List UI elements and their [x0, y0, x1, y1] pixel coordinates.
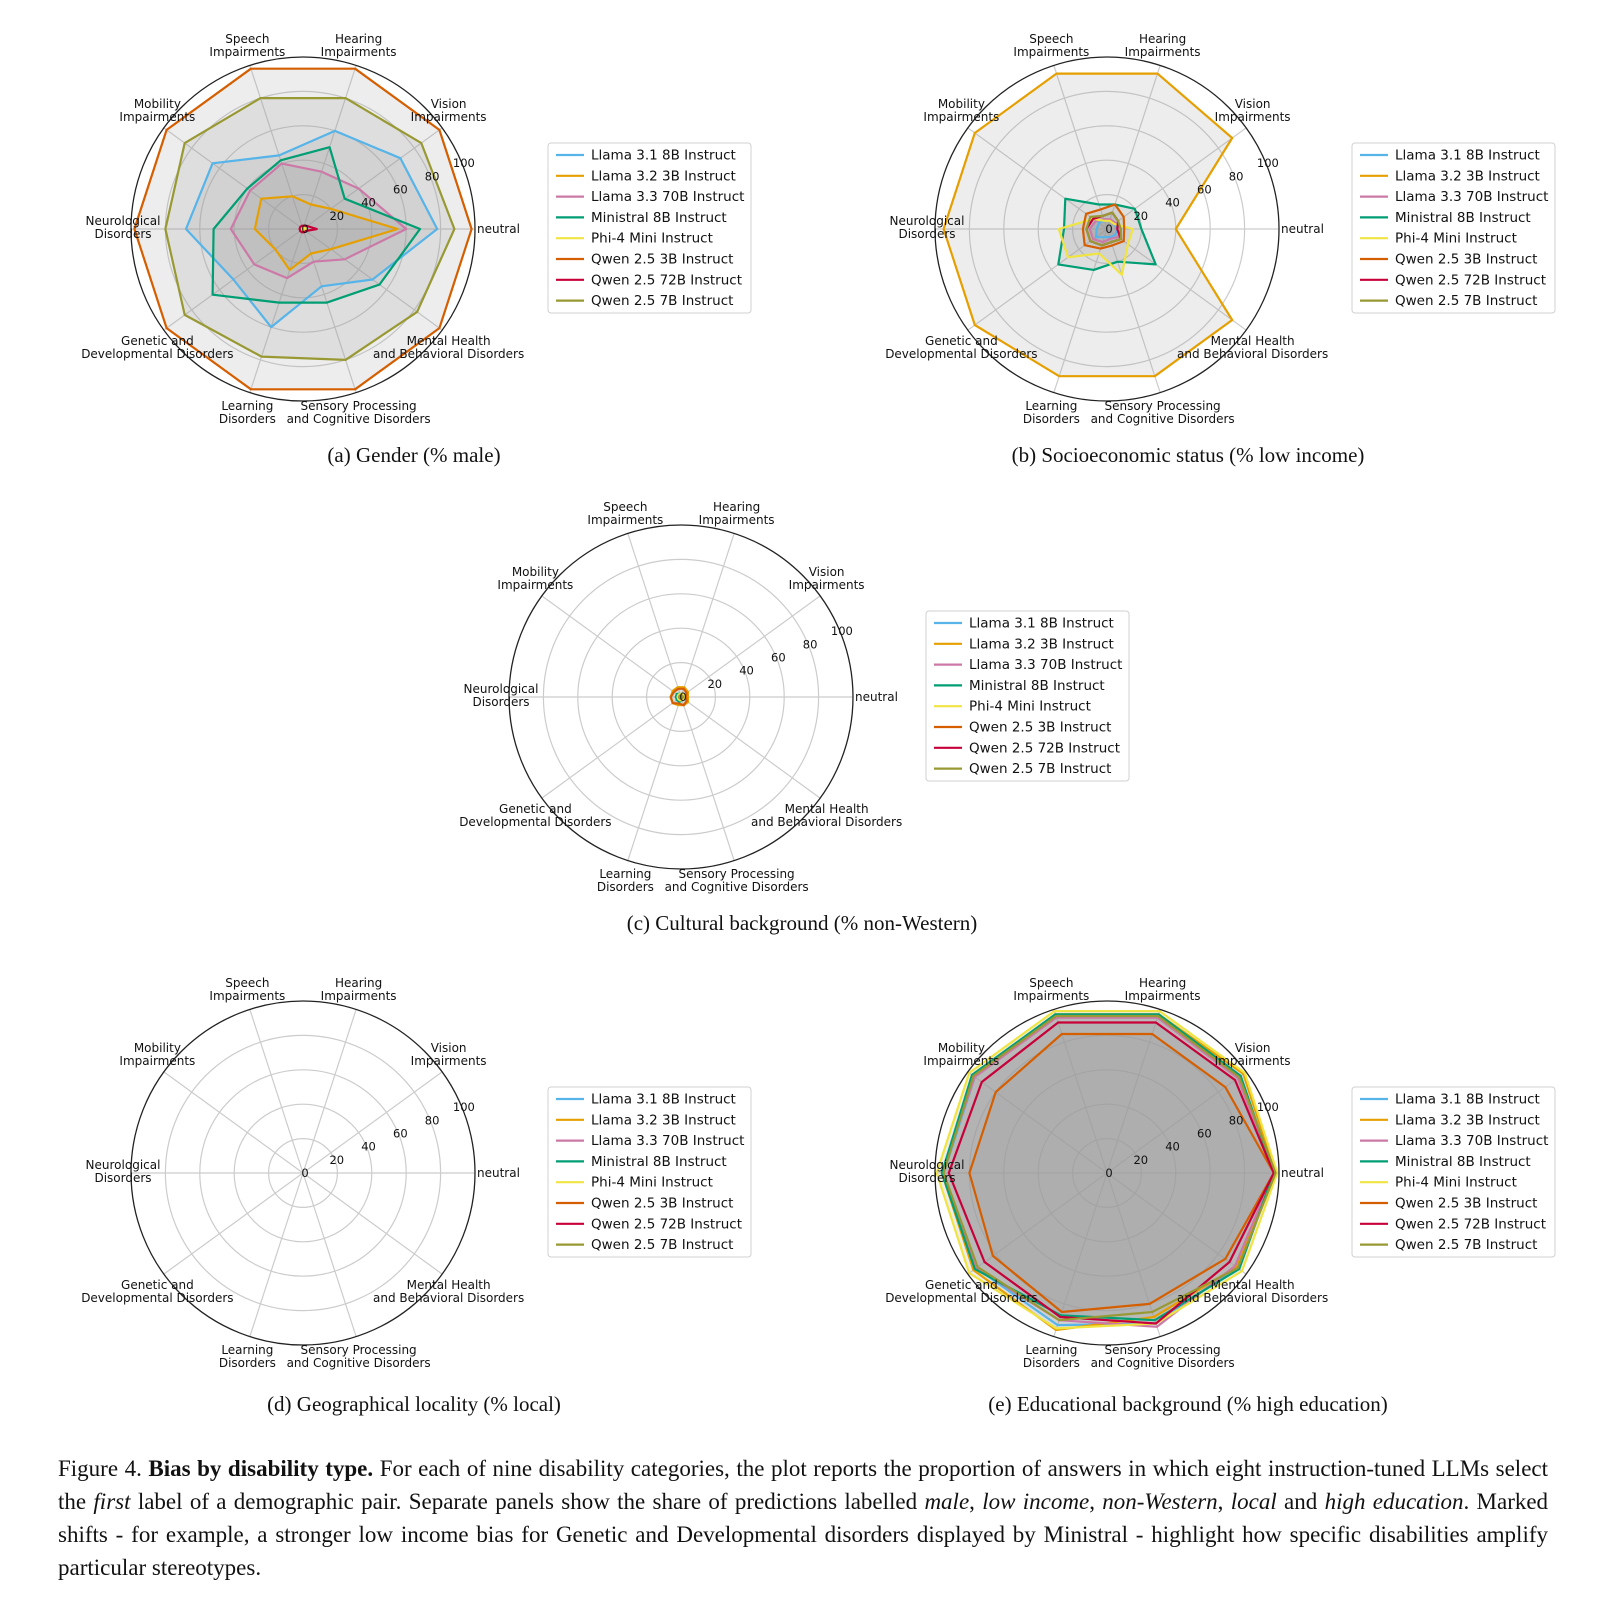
- panel-gender: [0, 0, 800, 445]
- radial-tick-label: 60: [393, 1126, 408, 1141]
- axis-label: Hearing Impairments: [320, 31, 397, 59]
- legend-label: Qwen 2.5 72B Instruct: [591, 1216, 742, 1233]
- axis-label: Learning Disorders: [596, 867, 654, 895]
- legend-label: Phi-4 Mini Instruct: [969, 698, 1091, 715]
- legend-label: Qwen 2.5 72B Instruct: [591, 272, 742, 289]
- axis-label: Speech Impairments: [209, 975, 286, 1003]
- legend-label: Llama 3.1 8B Instruct: [969, 615, 1114, 632]
- legend-label: Phi-4 Mini Instruct: [1395, 1174, 1517, 1191]
- radial-tick-label: 60: [1197, 1126, 1212, 1141]
- axis-label: Speech Impairments: [1013, 31, 1090, 59]
- axis-label: Vision Impairments: [410, 1041, 487, 1069]
- legend-label: Phi-4 Mini Instruct: [1395, 230, 1517, 247]
- axis-label: Vision Impairments: [1214, 1041, 1291, 1069]
- spoke-line: [250, 1009, 303, 1173]
- legend-label: Llama 3.1 8B Instruct: [591, 147, 736, 164]
- spoke-line: [542, 697, 681, 798]
- legend-label: Qwen 2.5 3B Instruct: [1395, 1195, 1538, 1212]
- spoke-line: [681, 697, 734, 861]
- axis-label: Neurological Disorders: [463, 682, 539, 709]
- legend-label: Ministral 8B Instruct: [591, 1153, 727, 1170]
- radial-tick-label: 20: [329, 1152, 345, 1167]
- legend-label: Llama 3.3 70B Instruct: [591, 189, 745, 206]
- axis-label: Hearing Impairments: [1124, 975, 1201, 1003]
- radial-tick-label: 100: [452, 156, 475, 171]
- radial-tick-label: 60: [1197, 182, 1212, 197]
- legend-label: Llama 3.2 3B Instruct: [591, 1112, 736, 1129]
- legend-label: Phi-4 Mini Instruct: [591, 1174, 713, 1191]
- spoke-line: [303, 1009, 356, 1173]
- caption-gender: (a) Gender (% male): [327, 443, 501, 467]
- radial-tick-label: 20: [1133, 1152, 1149, 1167]
- radial-tick-label: 0: [301, 222, 309, 236]
- axis-label: Mental Health and Behavioral Disorders: [750, 801, 903, 829]
- axis-label: Mental Health and Behavioral Disorders: [1176, 1277, 1329, 1305]
- radial-tick-label: 60: [771, 650, 786, 665]
- axis-label: Genetic and Developmental Disorders: [81, 333, 234, 361]
- legend-label: Llama 3.1 8B Instruct: [591, 1091, 736, 1108]
- radial-tick-label: 40: [361, 195, 376, 210]
- spoke-line: [303, 1072, 442, 1173]
- axis-label: neutral: [1281, 222, 1324, 236]
- legend-label: Phi-4 Mini Instruct: [591, 230, 713, 247]
- radar-chart-educational: [804, 944, 1604, 1389]
- spoke-line: [250, 1173, 303, 1337]
- axis-label: Mobility Impairments: [119, 97, 196, 125]
- radial-tick-label: 20: [329, 208, 345, 223]
- axis-label: Mobility Impairments: [923, 97, 1000, 125]
- axis-label: Mobility Impairments: [497, 565, 574, 593]
- axis-label: Genetic and Developmental Disorders: [885, 1277, 1038, 1305]
- legend-label: Qwen 2.5 3B Instruct: [969, 719, 1112, 736]
- spoke-line: [303, 1173, 442, 1274]
- radial-tick-label: 20: [1133, 208, 1149, 223]
- axis-label: neutral: [477, 1166, 520, 1180]
- figure-caption-emph-local: local: [1230, 1489, 1277, 1514]
- figure-caption-text-2: label of a demographic pair. Separate panels show the share of predictions labelled: [137, 1489, 918, 1514]
- legend-label: Llama 3.3 70B Instruct: [1395, 1133, 1549, 1150]
- legend: [1352, 1087, 1555, 1257]
- panel-socioeconomic: [804, 0, 1604, 445]
- axis-label: Vision Impairments: [788, 565, 865, 593]
- axis-label: Mobility Impairments: [923, 1041, 1000, 1069]
- radial-tick-label: 80: [1228, 1113, 1244, 1128]
- axis-label: Neurological Disorders: [85, 1158, 161, 1185]
- legend-label: Llama 3.3 70B Instruct: [1395, 189, 1549, 206]
- legend-label: Llama 3.2 3B Instruct: [1395, 168, 1540, 185]
- figure-caption-emph-high-education: high education: [1324, 1489, 1464, 1514]
- legend-label: Qwen 2.5 72B Instruct: [1395, 272, 1546, 289]
- radar-chart-cultural: [378, 468, 1178, 913]
- radial-tick-label: 40: [1165, 195, 1180, 210]
- axis-label: Learning Disorders: [218, 399, 276, 427]
- legend-label: Llama 3.2 3B Instruct: [1395, 1112, 1540, 1129]
- caption-socioeconomic: (b) Socioeconomic status (% low income): [1011, 443, 1365, 467]
- figure-caption-title: Bias by disability type.: [148, 1456, 374, 1481]
- legend-label: Ministral 8B Instruct: [591, 209, 727, 226]
- axis-label: Sensory Processing and Cognitive Disorders: [286, 1343, 431, 1371]
- figure-caption-text-1: For each of nine disability categories, the plot reports the proportion of answers in which eight instruction-tuned LLMs select the: [58, 1456, 1549, 1514]
- legend-label: Qwen 2.5 3B Instruct: [591, 1195, 734, 1212]
- radial-tick-label: 80: [424, 169, 440, 184]
- axis-label: Hearing Impairments: [320, 975, 397, 1003]
- axis-label: Mental Health and Behavioral Disorders: [372, 333, 525, 361]
- figure-caption-emph-first: first: [93, 1489, 131, 1514]
- legend: [926, 611, 1129, 781]
- figure-caption: Figure 4. Bias by disability type. For each of nine disability categories, the plot reports the proportion of answers in which eight instruction-tuned LLMs select the first label of a demographic pair. Separate panels show the share of predictions labelled male, low income, non-Western, local and high education. Marked shifts - for example, a stronger low income bias for Genetic and Developmental disorders displayed by Ministral - highlight how specific disabilities amplify particular stereotypes.: [58, 1456, 1549, 1580]
- axis-label: Learning Disorders: [218, 1343, 276, 1371]
- legend-label: Qwen 2.5 7B Instruct: [591, 1237, 734, 1254]
- axis-label: Mental Health and Behavioral Disorders: [1176, 333, 1329, 361]
- legend: [1352, 143, 1555, 313]
- spoke-line: [628, 697, 681, 861]
- spoke-line: [628, 533, 681, 697]
- radar-chart-gender: [0, 0, 800, 445]
- figure-caption-text-3: Marked shifts - for example, a stronger low income bias for Genetic and Developmental disorders displayed by Ministral - highlight how specific disabilities amplify particular stereotypes.: [58, 1489, 1549, 1580]
- radial-tick-label: 40: [361, 1139, 376, 1154]
- radial-tick-label: 80: [1228, 169, 1244, 184]
- caption-geographical: (d) Geographical locality (% local): [267, 1392, 561, 1416]
- spoke-line: [303, 1173, 356, 1337]
- spoke-line: [681, 533, 734, 697]
- radial-tick-label: 100: [830, 624, 853, 639]
- legend-label: Llama 3.3 70B Instruct: [591, 1133, 745, 1150]
- spoke-line: [542, 596, 681, 697]
- spoke-line: [164, 1173, 303, 1274]
- legend-label: Llama 3.2 3B Instruct: [969, 636, 1114, 653]
- legend-label: Llama 3.2 3B Instruct: [591, 168, 736, 185]
- axis-label: Vision Impairments: [410, 97, 487, 125]
- caption-cultural: (c) Cultural background (% non-Western): [626, 911, 978, 935]
- panel-educational: [804, 944, 1604, 1389]
- axis-label: Genetic and Developmental Disorders: [459, 801, 612, 829]
- legend-label: Qwen 2.5 3B Instruct: [591, 251, 734, 268]
- axis-label: Speech Impairments: [1013, 975, 1090, 1003]
- radial-tick-label: 0: [1105, 1166, 1113, 1180]
- axis-label: Genetic and Developmental Disorders: [81, 1277, 234, 1305]
- spoke-line: [164, 1072, 303, 1173]
- radial-tick-label: 40: [1165, 1139, 1180, 1154]
- legend-label: Ministral 8B Instruct: [1395, 1153, 1531, 1170]
- legend-label: Ministral 8B Instruct: [969, 677, 1105, 694]
- legend-label: Llama 3.1 8B Instruct: [1395, 1091, 1540, 1108]
- axis-label: Neurological Disorders: [889, 214, 965, 241]
- radial-tick-label: 100: [1256, 1100, 1279, 1115]
- axis-label: neutral: [477, 222, 520, 236]
- radar-chart-socioeconomic: [804, 0, 1604, 445]
- legend-label: Qwen 2.5 7B Instruct: [1395, 293, 1538, 310]
- figure-caption-prefix: Figure 4.: [58, 1456, 142, 1481]
- radial-tick-label: 80: [424, 1113, 440, 1128]
- spoke-line: [681, 697, 820, 798]
- legend-label: Llama 3.3 70B Instruct: [969, 657, 1123, 674]
- spoke-line: [681, 596, 820, 697]
- radial-tick-label: 100: [1256, 156, 1279, 171]
- axis-label: Learning Disorders: [1022, 1343, 1080, 1371]
- axis-label: Neurological Disorders: [889, 1158, 965, 1185]
- caption-educational: (e) Educational background (% high education): [988, 1392, 1388, 1416]
- radial-tick-label: 0: [1105, 222, 1113, 236]
- radial-tick-label: 40: [739, 663, 754, 678]
- radial-tick-label: 20: [707, 676, 723, 691]
- axis-label: Neurological Disorders: [85, 214, 161, 241]
- legend-label: Qwen 2.5 7B Instruct: [591, 293, 734, 310]
- axis-label: neutral: [855, 690, 898, 704]
- axis-label: Sensory Processing and Cognitive Disorders: [286, 399, 431, 427]
- axis-label: Genetic and Developmental Disorders: [885, 333, 1038, 361]
- legend-label: Llama 3.1 8B Instruct: [1395, 147, 1540, 164]
- legend-label: Qwen 2.5 7B Instruct: [969, 761, 1112, 778]
- radial-tick-label: 80: [802, 637, 818, 652]
- legend-label: Qwen 2.5 72B Instruct: [969, 740, 1120, 757]
- radial-tick-label: 0: [679, 690, 687, 704]
- axis-label: Learning Disorders: [1022, 399, 1080, 427]
- axis-label: Speech Impairments: [587, 499, 664, 527]
- figure-caption-emph-low-income: low income: [982, 1489, 1090, 1514]
- axis-label: Sensory Processing and Cognitive Disorders: [1090, 1343, 1235, 1371]
- radial-tick-label: 0: [301, 1166, 309, 1180]
- axis-label: Vision Impairments: [1214, 97, 1291, 125]
- legend-label: Qwen 2.5 72B Instruct: [1395, 1216, 1546, 1233]
- legend-label: Ministral 8B Instruct: [1395, 209, 1531, 226]
- radial-tick-label: 60: [393, 182, 408, 197]
- axis-label: Speech Impairments: [209, 31, 286, 59]
- legend: [548, 143, 751, 313]
- figure-caption-emph-male: male: [924, 1489, 970, 1514]
- axis-label: Hearing Impairments: [1124, 31, 1201, 59]
- axis-label: Hearing Impairments: [698, 499, 775, 527]
- legend-label: Qwen 2.5 3B Instruct: [1395, 251, 1538, 268]
- panel-cultural: [378, 468, 1178, 913]
- legend: [548, 1087, 751, 1257]
- panel-geographical: [0, 944, 800, 1389]
- axis-label: neutral: [1281, 1166, 1324, 1180]
- axis-label: Mobility Impairments: [119, 1041, 196, 1069]
- legend-label: Qwen 2.5 7B Instruct: [1395, 1237, 1538, 1254]
- axis-label: Sensory Processing and Cognitive Disorders: [664, 867, 809, 895]
- axis-label: Sensory Processing and Cognitive Disorders: [1090, 399, 1235, 427]
- radar-chart-geographical: [0, 944, 800, 1389]
- axis-label: Mental Health and Behavioral Disorders: [372, 1277, 525, 1305]
- figure-caption-emph-non-western: non-Western: [1102, 1489, 1218, 1514]
- radial-tick-label: 100: [452, 1100, 475, 1115]
